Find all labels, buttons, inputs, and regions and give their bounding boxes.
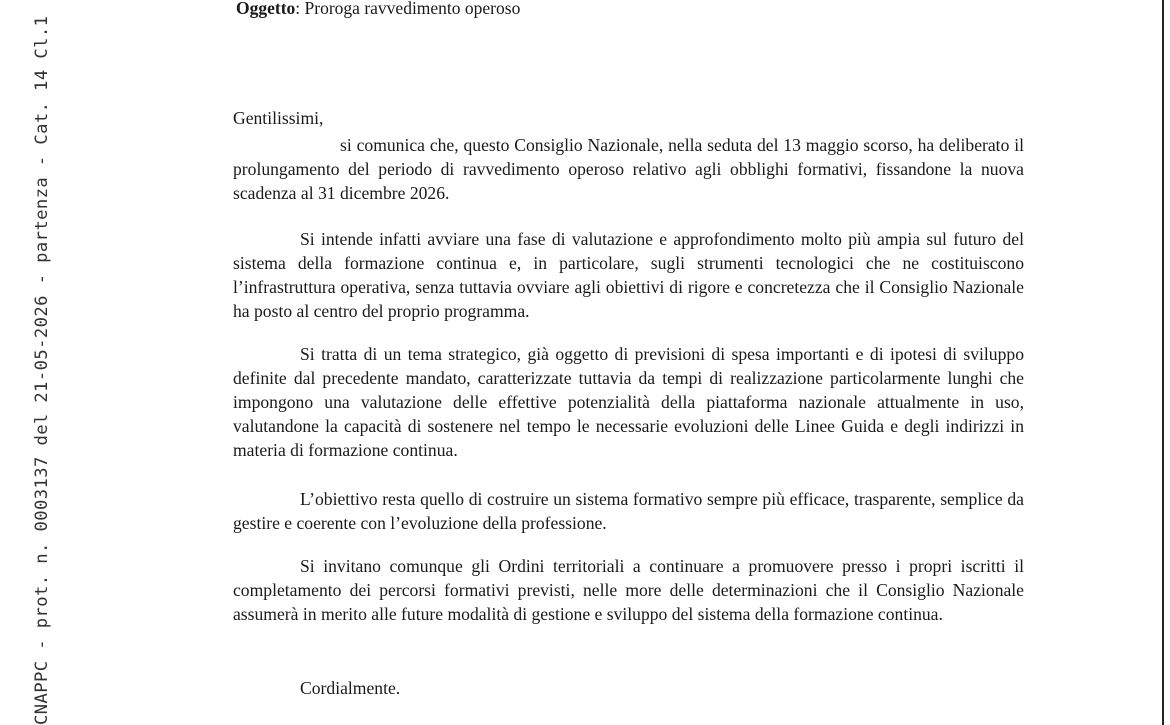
paragraph-objective: L’obiettivo resta quello di costruire un sistema formativo sempre più efficace, trasparente, semplice da gestire e coerente con l’evoluzione della professione.	[233, 489, 1024, 533]
salutation: Gentilissimi,	[233, 108, 324, 128]
subject-label: Oggetto	[236, 0, 296, 18]
letter-subject	[236, 0, 520, 19]
paragraph-announcement: si comunica che, questo Consiglio Nazionale, nella seduta del 13 maggio scorso, ha deliberato il prolungamento del periodo di ravvedimento operoso relativo agli obblighi formativi, fissandone la nuova scadenza al 31 dicembre 2026.	[233, 135, 1024, 203]
paragraph-strategic-topic: Si tratta di un tema strategico, già oggetto di previsioni di spesa importanti e di ipotesi di sviluppo definite dal precedente mandato, caratterizzate tuttavia da tempi di realizzazione particolarmente lunghi che impongono una valutazione delle effettive potenzialità della piattaforma nazionale attualmente in uso, valutandone la capacità di sostenere nel tempo le necessarie evoluzioni delle Linee Guida e degli indirizzi in materia di formazione continua.	[233, 344, 1024, 460]
subject-text: Proroga ravvedimento operoso	[300, 0, 521, 18]
paragraph-evaluation: Si intende infatti avviare una fase di valutazione e approfondimento molto più ampia sul futuro del sistema della formazione continua e, in particolare, sugli strumenti tecnologici che ne costituiscono l’infrastruttura operativa, senza tuttavia ovviare agli obiettivi di rigore e concretezza che il Consiglio Nazionale ha posto al centro del proprio programma.	[233, 229, 1024, 321]
paragraph-invitation: Si invitano comunque gli Ordini territoriali a continuare a promuovere presso i propri iscritti il completamento dei percorsi formativi previsti, nelle more delle determinazioni che il Consiglio Nazionale assumerà in merito alle future modalità di gestione e sviluppo del sistema della formazione continua.	[233, 556, 1024, 624]
subject-separator: :	[295, 0, 301, 18]
page-border-line	[1162, 0, 1164, 725]
closing: Cordialmente.	[300, 678, 401, 698]
protocol-stamp: CNAPPC - prot. n. 0003137 del 21-05-2026 - partenza - Cat. 14 Cl.1	[32, 15, 52, 725]
